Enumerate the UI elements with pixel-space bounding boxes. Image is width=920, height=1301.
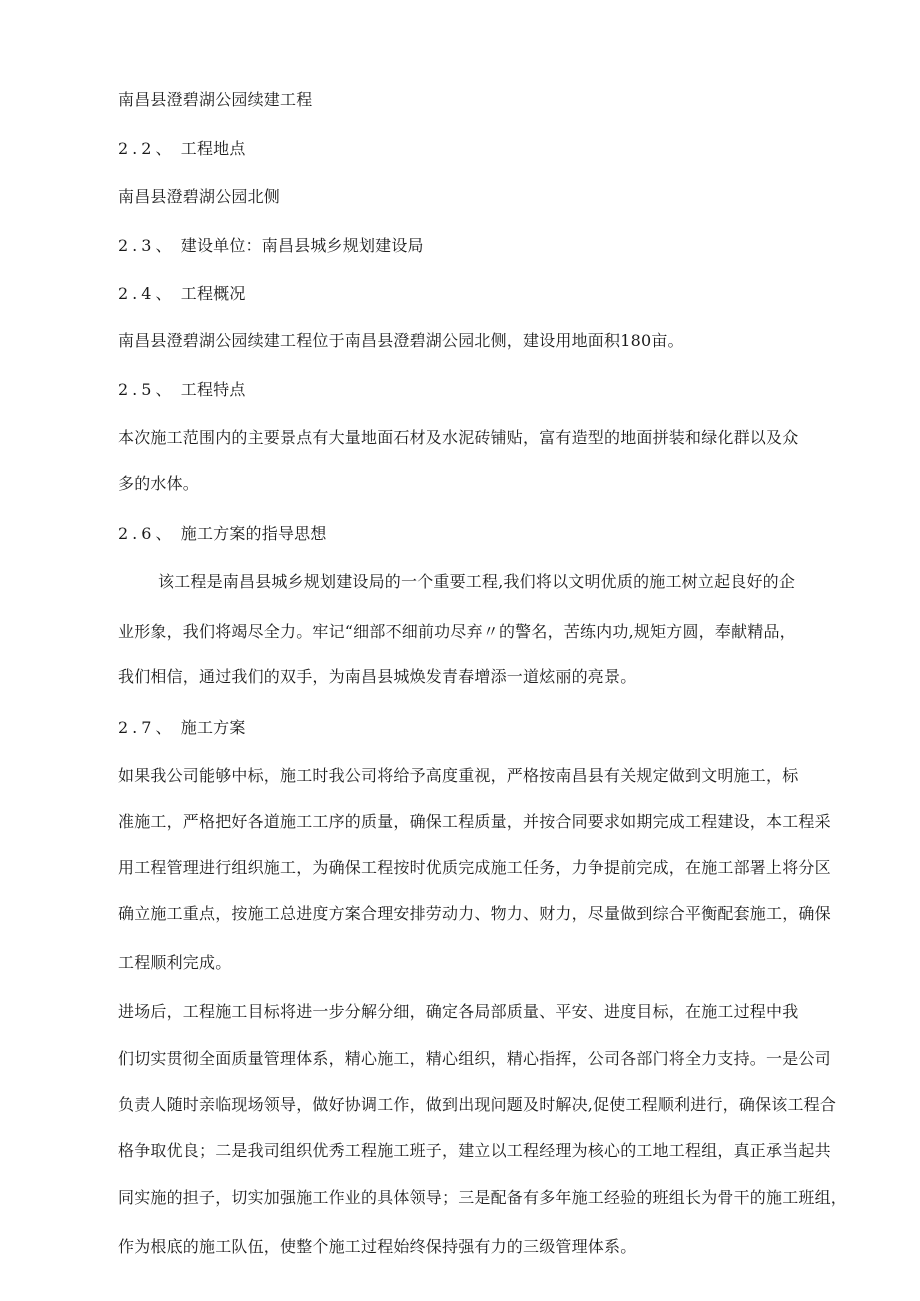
plan-paragraph-2-line: 负责人随时亲临现场领导，做好协调工作，做到出现问题及时解决,促使工程顺利进行，确保该工程合 [118,1095,837,1114]
plan-paragraph-2-line: 们切实贯彻全面质量管理体系，精心施工，精心组织，精心指挥，公司各部门将全力支持。一是公司 [118,1049,831,1068]
guiding-line: 业形象，我们将竭尽全力。牢记“细部不细前功尽弃〃的警名，苦练内功,规矩方圆，奉献精品， [118,622,796,641]
plan-paragraph-2-line: 同实施的担子，切实加强施工作业的具体领导；三是配备有多年施工经验的班组长为骨干的施工班组， [118,1188,848,1207]
section-title: 建设单位：南昌县城乡规划建设局 [180,236,424,255]
section-2-3-heading [118,238,424,254]
section-number: 2.2、 [118,139,176,158]
section-2-7-heading [118,720,246,736]
section-number: 2.5、 [118,380,176,399]
project-name: 南昌县澄碧湖公园续建工程 [118,90,313,109]
section-number: 2.7、 [118,718,176,737]
section-2-4-heading [118,286,246,302]
features-line: 多的水体。 [118,474,200,493]
plan-paragraph-1-line: 工程顺利完成。 [118,953,232,972]
section-title: 工程地点 [180,139,246,158]
plan-paragraph-1-line: 准施工，严格把好各道施工工序的质量，确保工程质量，并按合同要求如期完成工程建设，本工程采 [118,812,831,831]
project-location: 南昌县澄碧湖公园北侧 [118,187,281,206]
section-number: 2.4、 [118,284,176,303]
guiding-line: 该工程是南昌县城乡规划建设局的一个重要工程,我们将以文明优质的施工树立起良好的企 [158,572,796,591]
section-2-2-heading [118,141,246,157]
plan-paragraph-2-line: 进场后，工程施工目标将进一步分解分细，确定各局部质量、平安、进度目标，在施工过程中我 [118,1002,799,1021]
features-line: 本次施工范围内的主要景点有大量地面石材及水泥砖铺贴，富有造型的地面拼装和绿化群以及众 [118,428,799,447]
section-number: 2.3、 [118,236,176,255]
project-overview: 南昌县澄碧湖公园续建工程位于南昌县澄碧湖公园北侧，建设用地面积180亩。 [118,331,684,350]
section-title: 工程概况 [180,284,246,303]
section-2-5-heading [118,382,246,398]
guiding-line: 我们相信，通过我们的双手，为南昌县城焕发青春增添一道炫丽的亮景。 [118,667,637,686]
section-number: 2.6、 [118,524,176,543]
section-title: 施工方案的指导思想 [180,524,327,543]
section-title: 施工方案 [180,718,246,737]
section-title: 工程特点 [180,380,246,399]
section-2-6-heading [118,526,327,542]
plan-paragraph-2-line: 作为根底的施工队伍，使整个施工过程始终保持强有力的三级管理体系。 [118,1237,637,1256]
plan-paragraph-1-line: 如果我公司能够中标，施工时我公司将给予高度重视，严格按南昌县有关规定做到文明施工，标 [118,766,799,785]
plan-paragraph-1-line: 确立施工重点，按施工总进度方案合理安排劳动力、物力、财力，尽量做到综合平衡配套施工，确保 [118,904,831,923]
plan-paragraph-2-line: 格争取优良；二是我司组织优秀工程施工班子，建立以工程经理为核心的工地工程组，真正承当起共 [118,1141,831,1160]
plan-paragraph-1-line: 用工程管理进行组织施工，为确保工程按时优质完成施工任务，力争提前完成，在施工部署上将分区 [118,858,831,877]
